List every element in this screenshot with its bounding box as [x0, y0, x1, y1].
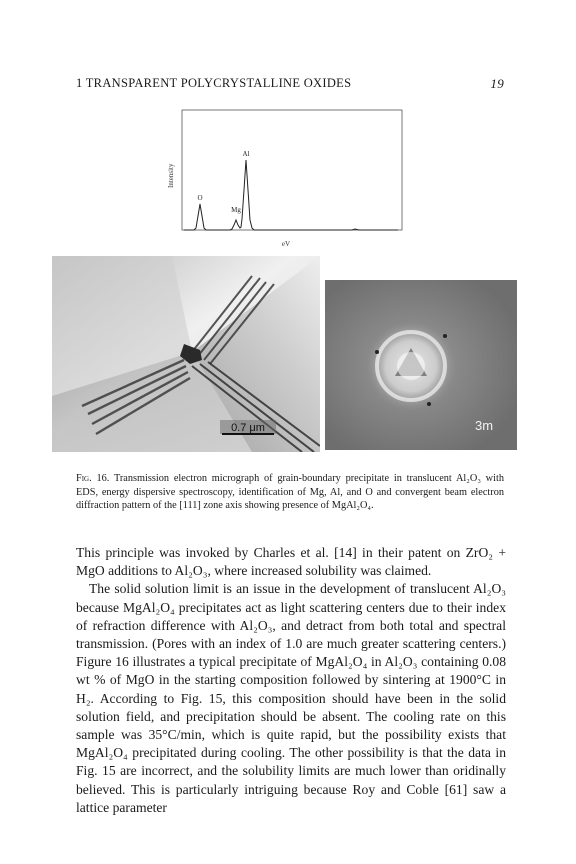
diffraction-pattern: [325, 280, 517, 450]
paragraph-2: The solid solution limit is an issue in the development of translucent Al₂O₃ because MgAl₂O₄ precipitates act as light scattering centers due to their index of refraction difference with Al₂O₃, and detract from both total and spectral transmission. (Pores with an index of 1.0 are much greater scattering centers.) Figure 16 illustrates a typical precipitate of MgAl₂O₄ in Al₂O₃ containing 0.08 wt % of MgO in the starting composition followed by sintering at 1900°C in H₂. According to Fig. 15, this composition should have been in the solid solution field, and precipitation should be absent. The cooling rate on this sample was 35°C/min, which is quite rapid, but the possibility exists that MgAl₂O₄ precipitated during cooling. The other possibility is that the data in Fig. 15 are incorrect, and the solubility limits are much lower than oridinally believed. This is particularly intriguing because Roy and Coble [61] saw a lattice parameter: [76, 581, 506, 815]
figure-caption: [76, 472, 504, 513]
micrograph-image: [52, 256, 320, 452]
eds-spectrum: [152, 104, 408, 250]
peak-label-mg: Mg: [231, 206, 241, 214]
diffraction-label: 3m: [475, 418, 494, 433]
scale-bar-label: 0.7 μm: [231, 422, 265, 434]
tem-micrograph: [52, 256, 320, 452]
paragraph-1: This principle was invoked by Charles et al. [14] in their patent on ZrO₂ + MgO additions to Al₂O₃, where increased solubility was claimed.: [76, 545, 506, 579]
running-head: [76, 76, 504, 94]
spectrum-trace: [184, 160, 398, 230]
caption-text: Transmission electron micrograph of grain-boundary precipitate in translucent Al₂O₃ with EDS, energy dispersive spectroscopy, identification of Mg, Al, and O and convergent beam electron diffraction pattern of the [111] zone axis showing presence of MgAl₂O₄.: [76, 473, 504, 512]
caption-label: Fig. 16.: [76, 473, 110, 484]
diffraction-image: [325, 280, 517, 450]
peak-label-al: Al: [242, 150, 250, 158]
eds-spectrum-plot: [152, 104, 408, 250]
page-number: 19: [490, 76, 504, 91]
chapter-title: 1 TRANSPARENT POLYCRYSTALLINE OXIDES: [76, 76, 352, 90]
peak-label-o: O: [197, 194, 203, 202]
plot-frame: [182, 110, 402, 230]
y-axis-label: Intensity: [167, 163, 175, 188]
x-axis-label: eV: [281, 240, 291, 248]
body-text: [76, 544, 506, 817]
